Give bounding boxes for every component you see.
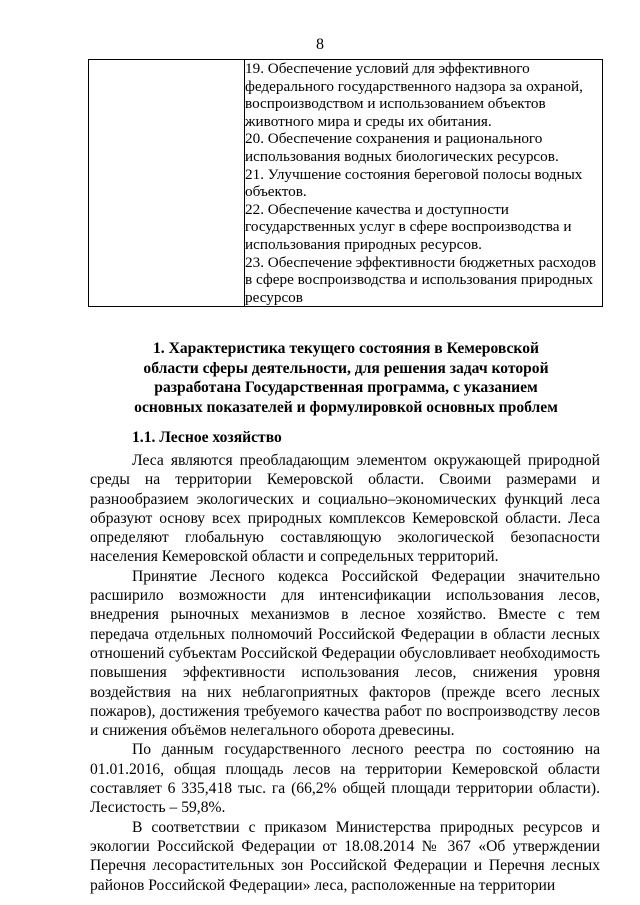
- table-cell-empty: [89, 60, 245, 307]
- paragraph: По данным государственного лесного реестра по состоянию на 01.01.2016, общая площадь лесов на территории Кемеровской области составляет 6 335,418 тыс. га (66,2% общей площади территории области). Лесистость – 59,8%.: [90, 741, 600, 817]
- heading-line: разработана Государственная программа, с указанием: [154, 379, 538, 396]
- goal-item: 19. Обеспечение условий для эффективного федерального государственного надзора за охраной, воспроизводством и использованием объектов животного мира и среды их обитания.: [245, 60, 583, 130]
- section-heading: [90, 339, 602, 417]
- goals-table: [88, 59, 603, 307]
- page-number: 8: [316, 36, 324, 53]
- paragraph: Леса являются преобладающим элементом окружающей природной среды на территории Кемеровской области. Своими размерами и разнообразием экологических и социально–экономических функций леса образуют основу всех природных комплексов Кемеровской области. Леса определяют глобальную составляющую экологической безопасности населения Кемеровской области и сопредельных территорий.: [90, 452, 600, 566]
- goal-item: 23. Обеспечение эффективности бюджетных расходов в сфере воспроизводства и использования природных ресурсов: [245, 253, 597, 306]
- goal-item: 20. Обеспечение сохранения и рационального использования водных биологических ресурсов.: [245, 130, 559, 165]
- paragraph: В соответствии с приказом Министерства природных ресурсов и экологии Российской Федерации от 18.08.2014 № 367 «Об утверждении Перечня лесорастительных зон Российской Федерации и Перечня лесных районов Российской Федерации» леса, расположенные на территории: [90, 818, 600, 894]
- goal-item: 21. Улучшение состояния береговой полосы водных объектов.: [245, 165, 583, 201]
- goal-item: 22. Обеспечение качества и доступности государственных услуг в сфере воспроизводства и использования природных ресурсов.: [245, 200, 572, 253]
- table-row: [89, 60, 603, 307]
- table-cell-goals: [245, 60, 603, 307]
- subsection-heading: 1.1. Лесное хозяйство: [132, 429, 282, 446]
- heading-line: 1. Характеристика текущего состояния в Кемеровской: [153, 340, 539, 357]
- body-text: [90, 451, 600, 895]
- heading-line: основных показателей и формулировкой основных проблем: [134, 398, 558, 416]
- heading-line: области сферы деятельности, для решения задач которой: [143, 359, 549, 377]
- paragraph: Принятие Лесного кодекса Российской Федерации значительно расширило возможности для интенсификации использования лесов, внедрения рыночных механизмов в лесное хозяйство. Вместе с тем передача отдельных полномочий Российской Федерации в области лесных отношений субъектам Российской Федерации обусловливает необходимость повышения эффективности использования лесов, снижения уровня воздействия на них неблагоприятных факторов (прежде всего лесных пожаров), достижения требуемого качества работ по воспроизводству лесов и снижения объёмов нелегального оборота древесины.: [90, 567, 600, 740]
